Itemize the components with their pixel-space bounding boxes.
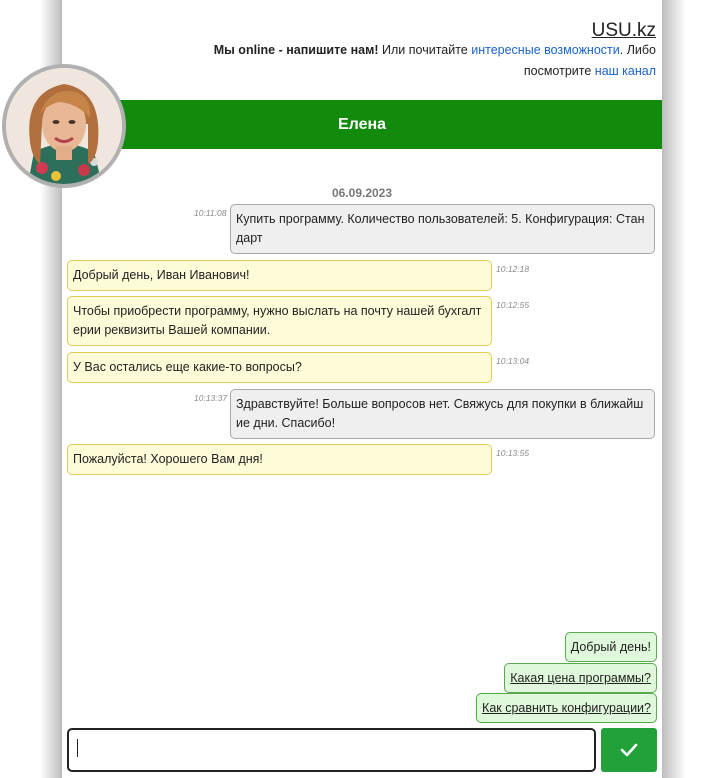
client-message: Здравствуйте! Больше вопросов нет. Свяжусь для покупки в ближайшие дни. Спасибо! [230,389,655,439]
operator-message: Чтобы приобрести программу, нужно выслать на почту нашей бухгалтерии реквизиты Вашей компании. [67,296,492,346]
message-time: 10:13:04 [496,356,530,366]
channel-link[interactable]: наш канал [594,64,656,78]
avatar-image [6,68,122,184]
chat-date: 06.09.2023 [331,186,393,200]
send-button[interactable] [601,728,657,772]
operator-message: Пожалуйста! Хорошего Вам дня! [67,444,492,475]
operator-message: У Вас остались еще какие-то вопросы? [67,352,492,383]
client-message: Купить программу. Количество пользователей: 5. Конфигурация: Стандарт [230,204,655,254]
message-time: 10:12:55 [496,300,530,310]
operator-avatar [2,64,126,188]
operator-message: Добрый день, Иван Иванович! [67,260,492,291]
quick-reply-compare[interactable]: Как сравнить конфигурации? [476,693,657,723]
site-link[interactable]: USU.kz [591,20,656,41]
features-link[interactable]: интересные возможности [471,43,620,57]
or-text: . Либо [619,43,656,57]
quick-reply-greeting[interactable]: Добрый день! [565,632,657,662]
checkmark-icon [620,743,638,757]
message-time: 10:13:37 [194,393,228,403]
online-info [186,40,656,82]
message-time: 10:12:18 [496,264,530,274]
message-time: 10:13:55 [496,448,530,458]
watch-text: посмотрите [523,64,592,78]
operator-header [62,100,662,149]
online-text: Мы online - напишите нам! [213,43,379,57]
text-caret [77,739,78,757]
operator-name: Елена [337,115,387,133]
read-text: Или почитайте [382,43,468,57]
page-shadow-right [662,0,716,778]
message-input[interactable] [67,728,596,772]
message-time: 10:11:08 [194,208,227,218]
quick-reply-price[interactable]: Какая цена программы? [504,663,657,693]
